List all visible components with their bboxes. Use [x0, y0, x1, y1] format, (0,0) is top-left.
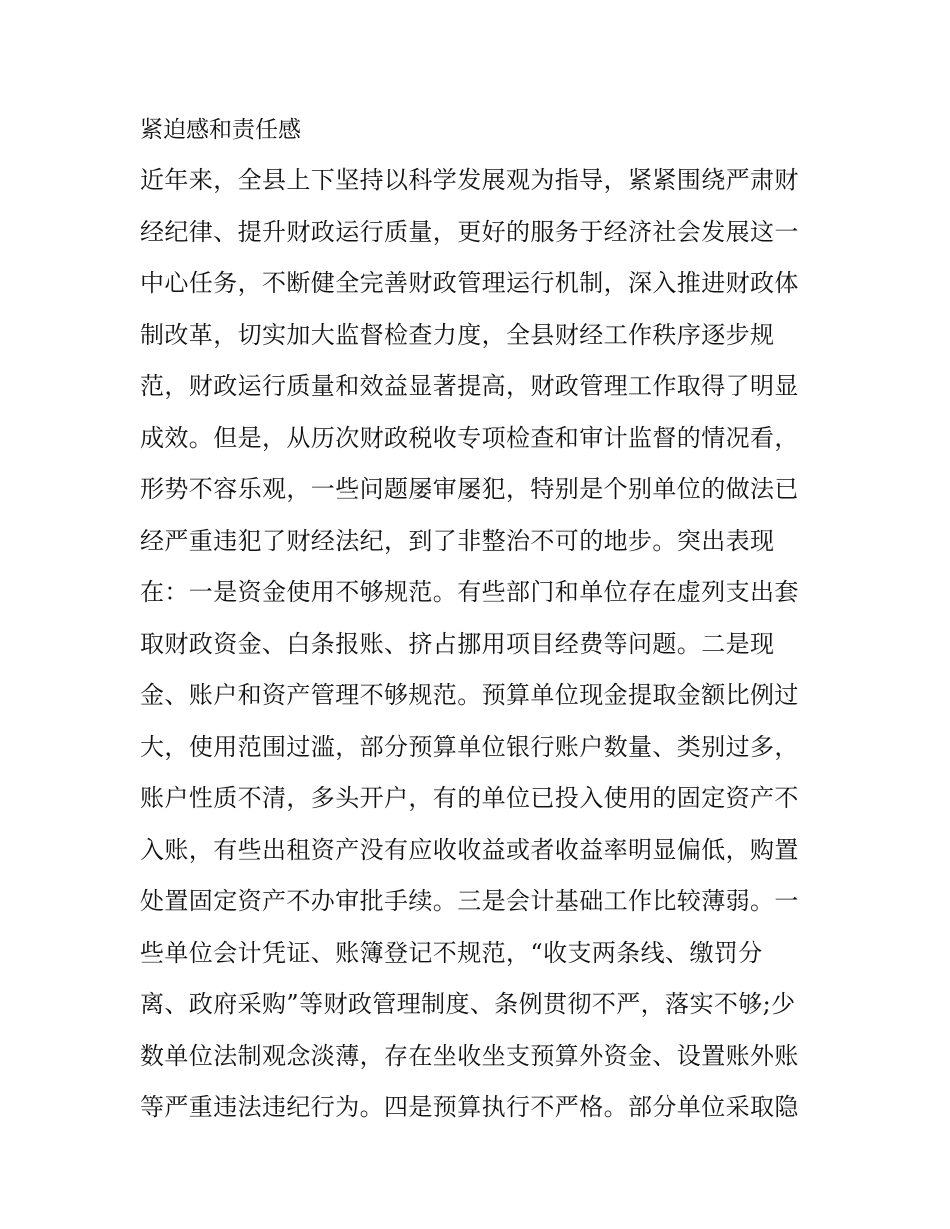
text-line: 成效。但是，从历次财政税收专项检查和审计监督的情况看，	[140, 423, 799, 452]
text-line: 数单位法制观念淡薄，存在坐收坐支预算外资金、设置账外账	[140, 1041, 799, 1070]
text-line: 等严重违法违纪行为。四是预算执行不严格。部分单位采取隐	[140, 1093, 799, 1121]
text-line: 中心任务，不断健全完善财政管理运行机制，深入推进财政体	[140, 269, 799, 297]
body-text	[140, 158, 799, 1137]
text-line: 近年来，全县上下坚持以科学发展观为指导，紧紧围绕严肃财	[140, 166, 799, 194]
text-line: 取财政资金、白条报账、挤占挪用项目经费等问题。二是现	[140, 629, 775, 658]
text-line: 形势不容乐观，一些问题屡审屡犯，特别是个别单位的做法已	[140, 475, 799, 503]
text-line: 在：一是资金使用不够规范。有些部门和单位存在虚列支出套	[140, 578, 799, 606]
text-line: 离、政府采购”等财政管理制度、条例贯彻不严，落实不够;少	[140, 990, 796, 1018]
text-line: 处置固定资产不办审批手续。三是会计基础工作比较薄弱。一	[140, 887, 799, 915]
text-line: 些单位会计凭证、账簿登记不规范，“收支两条线、缴罚分	[140, 938, 763, 967]
section-heading: 紧迫感和责任感	[140, 117, 301, 143]
text-line: 制改革，切实加大监督检查力度，全县财经工作秩序逐步规	[140, 320, 775, 349]
text-line: 账户性质不清，多头开户，有的单位已投入使用的固定资产不	[140, 784, 799, 812]
text-line: 范，财政运行质量和效益显著提高，财政管理工作取得了明显	[140, 372, 799, 400]
text-line: 金、账户和资产管理不够规范。预算单位现金提取金额比例过	[140, 681, 799, 709]
text-line: 经纪律、提升财政运行质量，更好的服务于经济社会发展这一	[140, 217, 799, 246]
text-line: 经严重违犯了财经法纪，到了非整治不可的地步。突出表现	[140, 526, 775, 555]
text-line: 大，使用范围过滥，部分预算单位银行账户数量、类别过多，	[140, 732, 799, 761]
text-line: 入账，有些出租资产没有应收收益或者收益率明显偏低，购置	[140, 835, 799, 864]
